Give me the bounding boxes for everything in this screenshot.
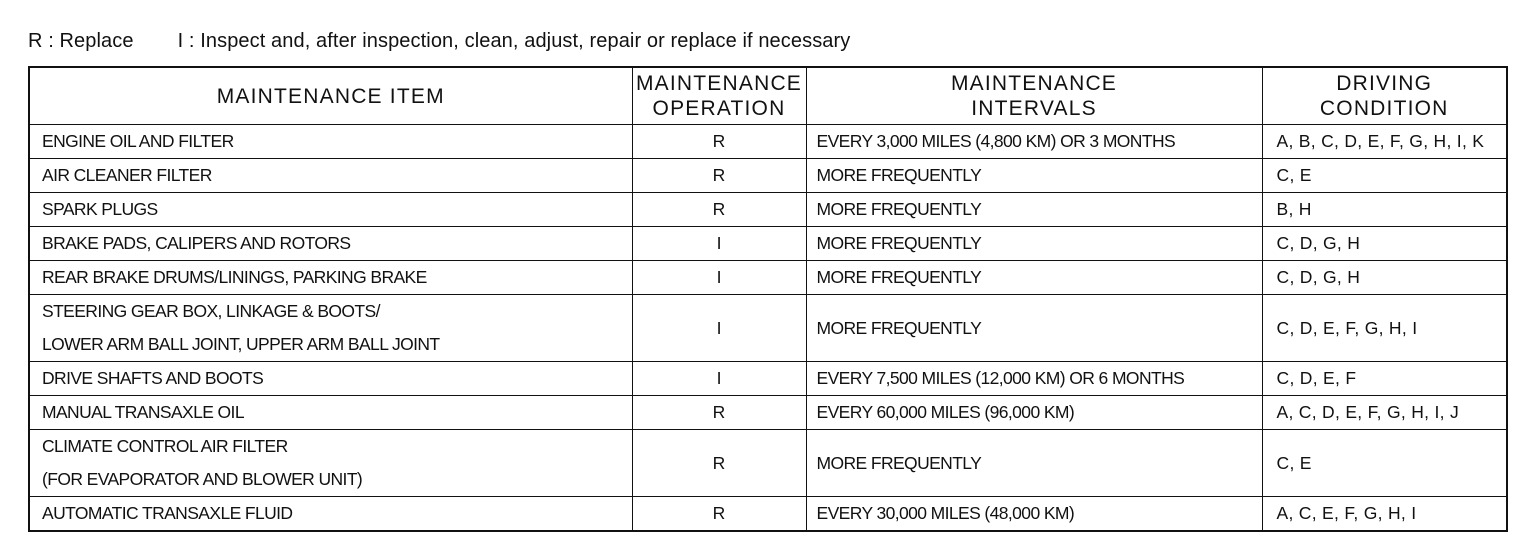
cell-operation: R	[632, 159, 806, 193]
cell-condition: A, C, D, E, F, G, H, I, J	[1262, 396, 1507, 430]
table-row	[29, 193, 1507, 227]
cell-condition: C, D, E, F, G, H, I	[1262, 295, 1507, 362]
cell-interval: MORE FREQUENTLY	[806, 295, 1262, 362]
header-driving-condition: DRIVING CONDITION	[1262, 67, 1507, 125]
cell-operation: I	[632, 295, 806, 362]
cell-item: REAR BRAKE DRUMS/LININGS, PARKING BRAKE	[29, 261, 632, 295]
cell-item: AIR CLEANER FILTER	[29, 159, 632, 193]
table-row	[29, 227, 1507, 261]
cell-interval: MORE FREQUENTLY	[806, 430, 1262, 497]
cell-operation: R	[632, 430, 806, 497]
header-maintenance-operation: MAINTENANCE OPERATION	[632, 67, 806, 125]
cell-interval: MORE FREQUENTLY	[806, 159, 1262, 193]
legend-replace: R : Replace	[28, 30, 134, 52]
cell-item: MANUAL TRANSAXLE OIL	[29, 396, 632, 430]
cell-condition: B, H	[1262, 193, 1507, 227]
cell-interval: EVERY 60,000 MILES (96,000 KM)	[806, 396, 1262, 430]
maintenance-table	[28, 66, 1508, 532]
cell-condition: C, D, G, H	[1262, 261, 1507, 295]
cell-interval: EVERY 3,000 MILES (4,800 KM) OR 3 MONTHS	[806, 125, 1262, 159]
cell-item: STEERING GEAR BOX, LINKAGE & BOOTS/ LOWER ARM BALL JOINT, UPPER ARM BALL JOINT	[29, 295, 632, 362]
cell-interval: MORE FREQUENTLY	[806, 227, 1262, 261]
cell-item: BRAKE PADS, CALIPERS AND ROTORS	[29, 227, 632, 261]
cell-condition: C, D, E, F	[1262, 362, 1507, 396]
cell-interval: MORE FREQUENTLY	[806, 193, 1262, 227]
cell-item: SPARK PLUGS	[29, 193, 632, 227]
legend-inspect: I : Inspect and, after inspection, clean, adjust, repair or replace if necessary	[177, 30, 851, 52]
cell-interval: EVERY 7,500 MILES (12,000 KM) OR 6 MONTHS	[806, 362, 1262, 396]
header-maintenance-item: MAINTENANCE ITEM	[29, 67, 632, 125]
header-row	[29, 67, 1507, 125]
cell-operation: R	[632, 125, 806, 159]
cell-condition: A, C, E, F, G, H, I	[1262, 497, 1507, 532]
table-row	[29, 159, 1507, 193]
cell-item: ENGINE OIL AND FILTER	[29, 125, 632, 159]
cell-condition: C, E	[1262, 430, 1507, 497]
cell-condition: C, D, G, H	[1262, 227, 1507, 261]
legend	[28, 30, 850, 53]
table-row	[29, 497, 1507, 532]
cell-operation: I	[632, 362, 806, 396]
cell-interval: EVERY 30,000 MILES (48,000 KM)	[806, 497, 1262, 532]
table-row	[29, 396, 1507, 430]
cell-condition: A, B, C, D, E, F, G, H, I, K	[1262, 125, 1507, 159]
table-row	[29, 295, 1507, 362]
cell-item: DRIVE SHAFTS AND BOOTS	[29, 362, 632, 396]
header-maintenance-intervals: MAINTENANCE INTERVALS	[806, 67, 1262, 125]
table-row	[29, 430, 1507, 497]
cell-operation: R	[632, 193, 806, 227]
cell-operation: R	[632, 396, 806, 430]
cell-operation: I	[632, 261, 806, 295]
cell-item: AUTOMATIC TRANSAXLE FLUID	[29, 497, 632, 532]
table-row	[29, 125, 1507, 159]
cell-interval: MORE FREQUENTLY	[806, 261, 1262, 295]
cell-condition: C, E	[1262, 159, 1507, 193]
table-row	[29, 362, 1507, 396]
cell-operation: I	[632, 227, 806, 261]
cell-item: CLIMATE CONTROL AIR FILTER (FOR EVAPORATOR AND BLOWER UNIT)	[29, 430, 632, 497]
table-row	[29, 261, 1507, 295]
cell-operation: R	[632, 497, 806, 532]
